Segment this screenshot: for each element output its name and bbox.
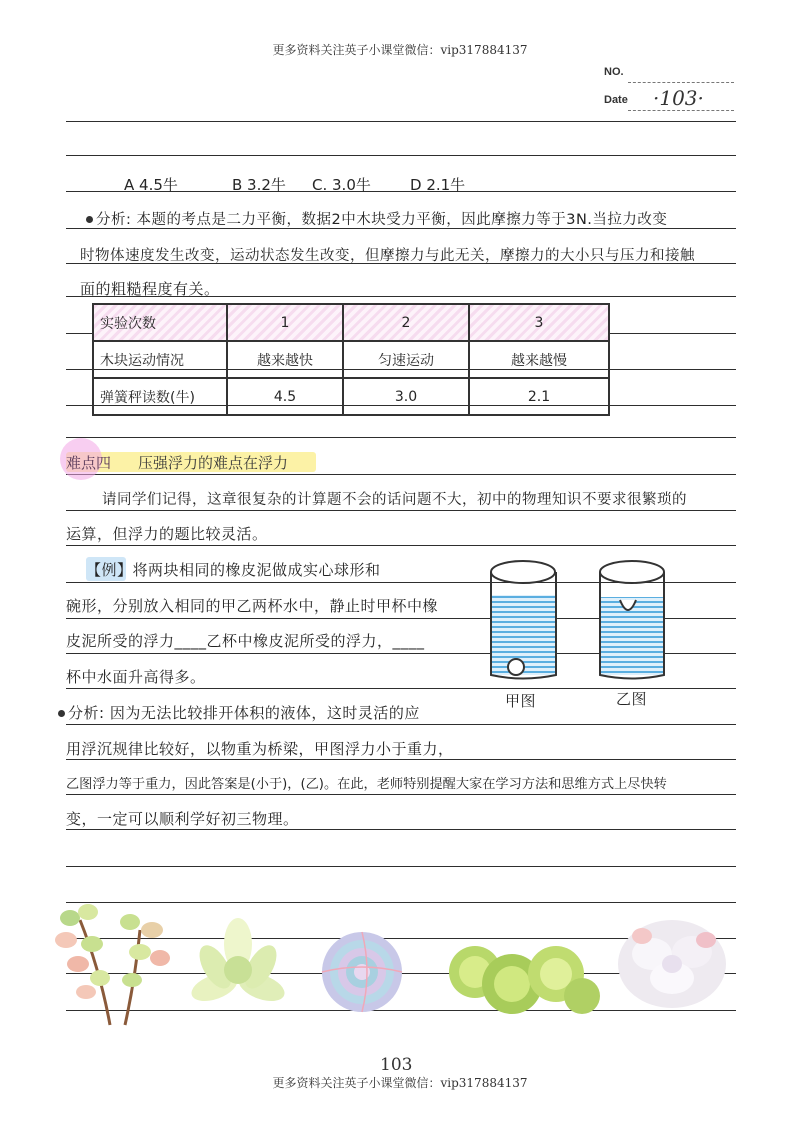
table-cell: 匀速运动: [343, 341, 469, 378]
figure-label-jia: 甲图: [505, 692, 537, 710]
sphere-clay-icon: [508, 659, 524, 675]
date-dots: [628, 110, 734, 111]
choice-d: D 2.1牛: [410, 176, 466, 194]
table-cell: 4.5: [227, 378, 343, 415]
date-value: ·103·: [653, 86, 704, 110]
beaker-yi: [600, 561, 664, 679]
beaker-jia: [491, 561, 556, 679]
table-header-cell: 2: [343, 304, 469, 341]
succulent-sticker-1: [55, 904, 170, 1025]
choice-b: B 3.2牛: [232, 176, 286, 194]
bowl-clay-icon: [620, 600, 636, 610]
experiment-table: [92, 303, 610, 416]
choice-c: C. 3.0牛: [312, 176, 371, 194]
analysis1-line-3: 面的粗糙程度有关。: [80, 280, 220, 298]
table-cell: 2.1: [469, 378, 609, 415]
example-line-3: 皮泥所受的浮力____乙杯中橡皮泥所受的浮力，____: [66, 632, 425, 650]
succulent-sticker-2: [188, 918, 288, 1007]
succulent-stickers: [0, 900, 800, 1040]
example-line-4: 杯中水面升高得多。: [66, 668, 206, 686]
analysis1-line-1: 分析: 本题的考点是二力平衡，数据2中木块受力平衡，因此摩擦力等于3N.当拉力改变: [96, 212, 668, 228]
analysis2-line-1: 分析: 因为无法比较排开体积的液体，这时灵活的应: [68, 704, 420, 722]
succulent-sticker-5: [618, 920, 726, 1008]
table-cell: 越来越快: [227, 341, 343, 378]
page-number: 103: [380, 1055, 413, 1075]
footer-note: 更多资料关注英子小课堂微信：vip317884137: [272, 1076, 528, 1090]
succulent-sticker-4: [449, 946, 600, 1014]
figure-label-yi: 乙图: [616, 690, 648, 708]
table-row: [93, 341, 609, 378]
analysis2-line-4: 变，一定可以顺利学好初三物理。: [66, 810, 299, 828]
table-row: [93, 378, 609, 415]
intro-line-1: 请同学们记得，这章很复杂的计算题不会的话问题不大，初中的物理知识不要求很繁琐的: [102, 492, 687, 508]
section-key: 难点四: [66, 454, 112, 472]
table-cell: 木块运动情况: [93, 341, 227, 378]
example-line-1: 【例】将两块相同的橡皮泥做成实心球形和: [86, 561, 381, 579]
intro-line-2: 运算，但浮力的题比较灵活。: [66, 525, 268, 543]
choice-a: A 4.5牛: [124, 176, 178, 194]
analysis2-line-2: 用浮沉规律比较好，以物重为桥梁，甲图浮力小于重力，: [66, 740, 454, 758]
bullet-dot: [86, 216, 93, 223]
example-line-2: 碗形，分别放入相同的甲乙两杯水中，静止时甲杯中橡: [66, 597, 439, 615]
table-header-row: [93, 304, 609, 341]
bullet-dot: [58, 710, 65, 717]
no-dots: [628, 82, 734, 83]
no-label: NO.: [604, 66, 624, 78]
table-cell: 3.0: [343, 378, 469, 415]
section-title: 压强浮力的难点在浮力: [138, 454, 289, 472]
table-cell: 弹簧秤读数(牛): [93, 378, 227, 415]
analysis1-line-2: 时物体速度发生改变，运动状态发生改变，但摩擦力与此无关，摩擦力的大小只与压力和接触: [80, 248, 695, 264]
analysis2-line-3: 乙图浮力等于重力，因此答案是(小于)，(乙)。在此，老师特别提醒大家在学习方法和思维方式上尽快转: [66, 777, 667, 792]
table-cell: 越来越慢: [469, 341, 609, 378]
table-header-cell: 3: [469, 304, 609, 341]
succulent-sticker-3: [322, 932, 402, 1012]
header-note: 更多资料关注英子小课堂微信：vip317884137: [272, 43, 528, 57]
table-header-cell: 1: [227, 304, 343, 341]
date-label: Date: [604, 94, 628, 106]
table-header-cell: 实验次数: [93, 304, 227, 341]
